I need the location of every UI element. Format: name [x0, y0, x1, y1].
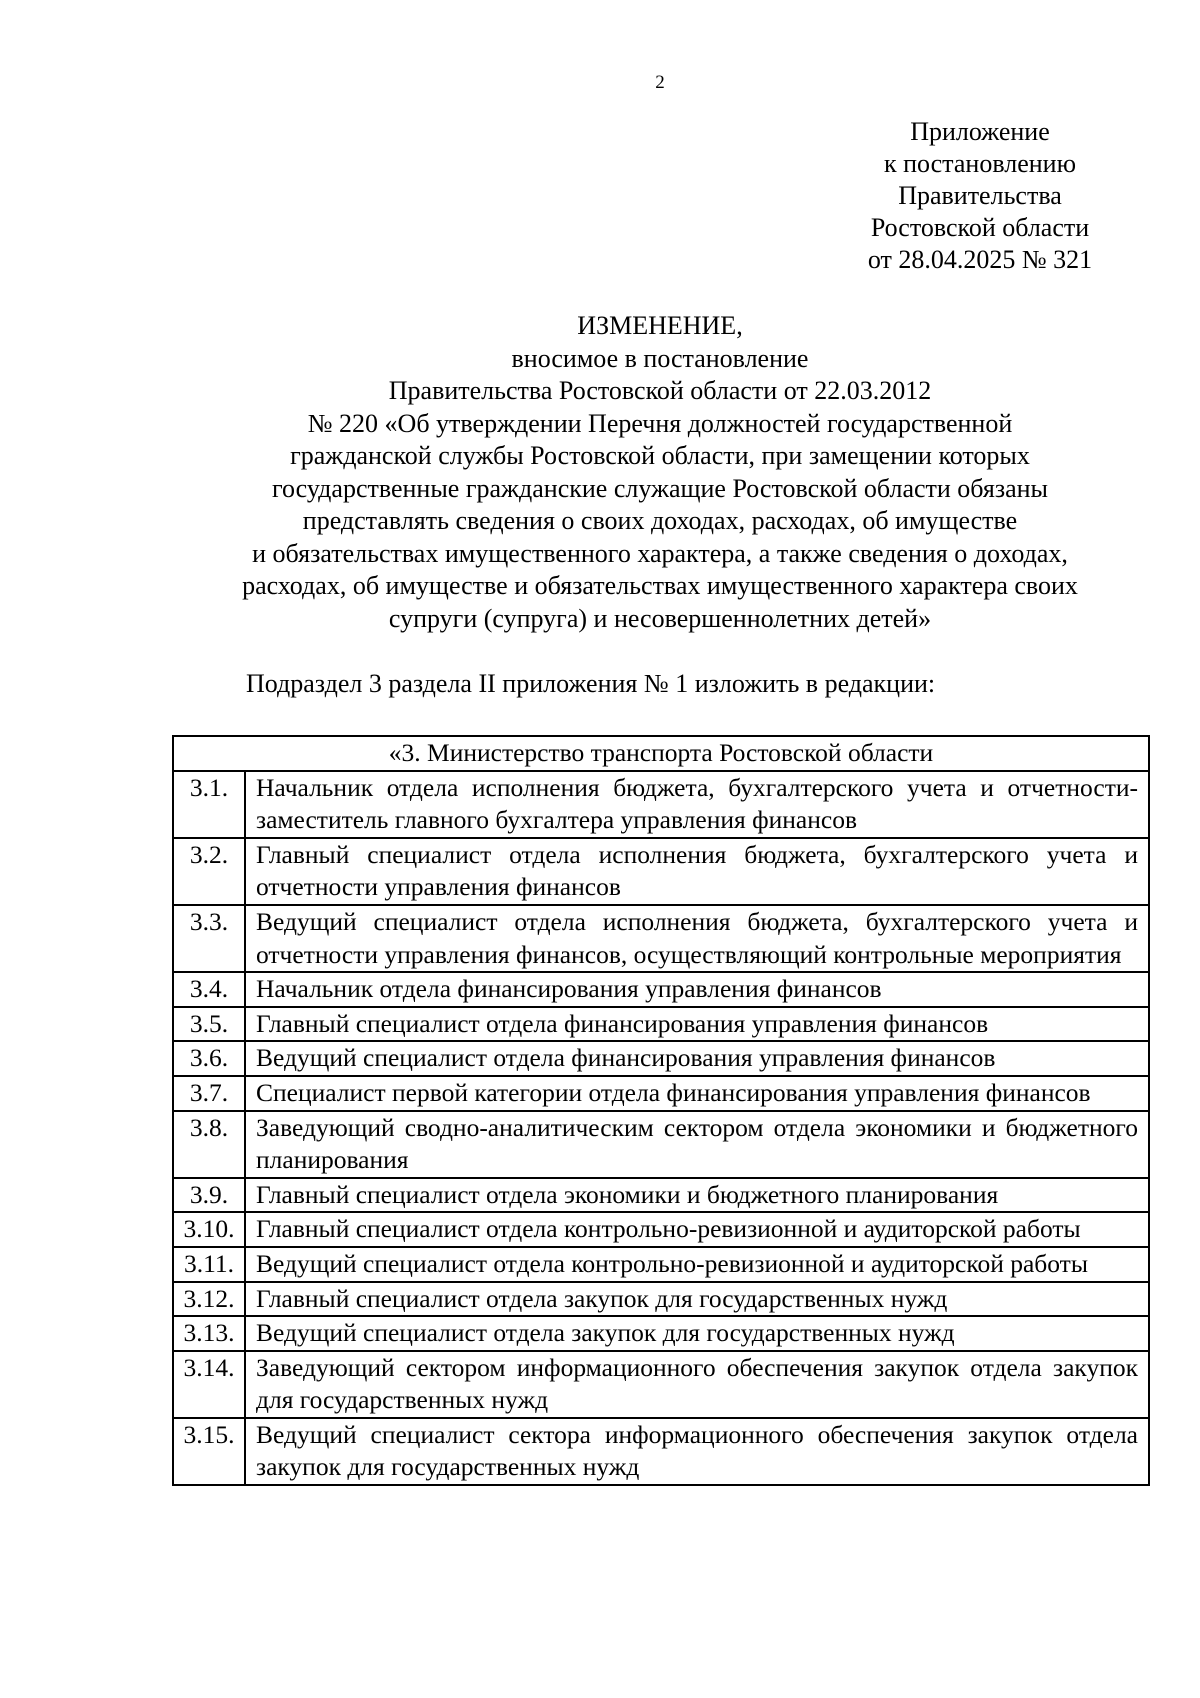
row-number: 3.9. [173, 1178, 245, 1213]
position-name: Заведующий сектором информационного обеспечения закупок отдела закупок для государственных нужд [245, 1351, 1149, 1418]
table-row [173, 1076, 1149, 1111]
title-line: гражданской службы Ростовской области, при замещении которых [290, 441, 1030, 470]
row-number: 3.13. [173, 1316, 245, 1351]
intro-paragraph: Подраздел 3 раздела II приложения № 1 изложить в редакции: [246, 669, 936, 698]
row-number: 3.6. [173, 1041, 245, 1076]
table-row [173, 1282, 1149, 1317]
row-number: 3.2. [173, 838, 245, 905]
row-number: 3.7. [173, 1076, 245, 1111]
table-row [173, 1111, 1149, 1178]
position-name: Главный специалист отдела контрольно-ревизионной и аудиторской работы [245, 1212, 1149, 1247]
row-number: 3.14. [173, 1351, 245, 1418]
table-row [173, 1351, 1149, 1418]
document-title [150, 310, 1170, 635]
position-name: Главный специалист отдела финансирования управления финансов [245, 1007, 1149, 1042]
appendix-line: от 28.04.2025 № 321 [867, 245, 1093, 274]
table-header-row [173, 736, 1149, 771]
title-heading: ИЗМЕНЕНИЕ, [577, 311, 743, 340]
appendix-line: Ростовской области [870, 213, 1090, 242]
table-row [173, 838, 1149, 905]
title-line: супруги (супруга) и несовершеннолетних детей» [388, 603, 932, 633]
position-name: Ведущий специалист сектора информационного обеспечения закупок отдела закупок для государственных нужд [245, 1418, 1149, 1485]
title-line: представлять сведения о своих доходах, расходах, об имуществе [302, 506, 1018, 535]
title-line: и обязательствах имущественного характера, а также сведения о доходах, [252, 538, 1068, 568]
position-name: Ведущий специалист отдела закупок для государственных нужд [245, 1316, 1149, 1351]
table-row [173, 905, 1149, 972]
position-name: Начальник отдела финансирования управления финансов [245, 972, 1149, 1007]
position-name: Ведущий специалист отдела исполнения бюджета, бухгалтерского учета и отчетности управления финансов, осуществляющий контрольные мероприятия [245, 905, 1149, 972]
page-number: 2 [655, 72, 665, 93]
position-name: Заведующий сводно-аналитическим сектором отдела экономики и бюджетного планирования [245, 1111, 1149, 1178]
row-number: 3.5. [173, 1007, 245, 1042]
title-line: государственные гражданские служащие Ростовской области обязаны [271, 473, 1049, 503]
position-name: Главный специалист отдела исполнения бюджета, бухгалтерского учета и отчетности управления финансов [245, 838, 1149, 905]
table-row [173, 1178, 1149, 1213]
title-line: Правительства Ростовской области от 22.03.2012 [388, 376, 932, 405]
row-number: 3.3. [173, 905, 245, 972]
row-number: 3.12. [173, 1282, 245, 1317]
position-name: Специалист первой категории отдела финансирования управления финансов [245, 1076, 1149, 1111]
table-row [173, 1418, 1149, 1485]
table-row [173, 1212, 1149, 1247]
title-line: вносимое в постановление [511, 343, 809, 373]
appendix-line: к постановлению [883, 149, 1077, 178]
table-row [173, 771, 1149, 838]
row-number: 3.4. [173, 972, 245, 1007]
row-number: 3.1. [173, 771, 245, 838]
row-number: 3.15. [173, 1418, 245, 1485]
appendix-line: Приложение [910, 117, 1050, 146]
table-row [173, 1007, 1149, 1042]
appendix-block [820, 116, 1140, 276]
position-name: Начальник отдела исполнения бюджета, бухгалтерского учета и отчетности-заместитель главного бухгалтера управления финансов [245, 771, 1149, 838]
table-row [173, 1316, 1149, 1351]
title-line: расходах, об имуществе и обязательствах имущественного характера своих [242, 571, 1078, 600]
position-name: Ведущий специалист отдела контрольно-ревизионной и аудиторской работы [245, 1247, 1149, 1282]
position-name: Главный специалист отдела экономики и бюджетного планирования [245, 1178, 1149, 1213]
appendix-line: Правительства [898, 181, 1062, 210]
row-number: 3.8. [173, 1111, 245, 1178]
table-header: «3. Министерство транспорта Ростовской области [173, 736, 1149, 771]
table-row [173, 1041, 1149, 1076]
position-name: Ведущий специалист отдела финансирования управления финансов [245, 1041, 1149, 1076]
table-row [173, 972, 1149, 1007]
row-number: 3.10. [173, 1212, 245, 1247]
table-row [173, 1247, 1149, 1282]
row-number: 3.11. [173, 1247, 245, 1282]
position-name: Главный специалист отдела закупок для государственных нужд [245, 1282, 1149, 1317]
title-line: № 220 «Об утверждении Перечня должностей государственной [307, 408, 1013, 438]
positions-table [172, 735, 1150, 1486]
